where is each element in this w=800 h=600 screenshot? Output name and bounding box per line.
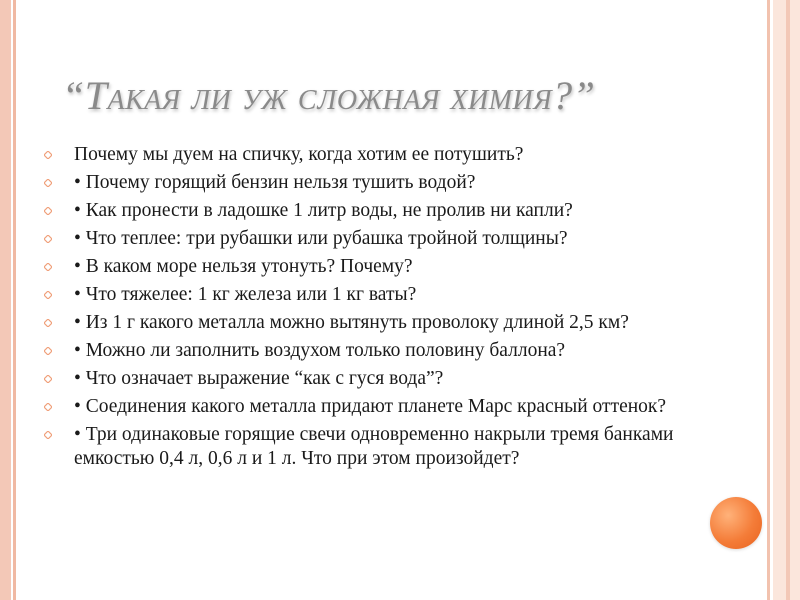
question-list — [44, 143, 694, 475]
right-border-line — [767, 0, 770, 600]
question-text: • Что теплее: три рубашки или рубашка тройной толщины? — [74, 228, 568, 249]
diamond-bullet-icon — [44, 431, 52, 439]
left-border-line — [13, 0, 16, 600]
diamond-bullet-icon — [44, 235, 52, 243]
question-text: • Из 1 г какого металла можно вытянуть проволоку длиной 2,5 км? — [74, 312, 629, 333]
question-item — [44, 339, 694, 363]
question-item — [44, 367, 694, 391]
diamond-bullet-icon — [44, 319, 52, 327]
question-text: • Что означает выражение “как с гуся вода”? — [74, 368, 444, 389]
question-text: • Можно ли заполнить воздухом только половину баллона? — [74, 340, 566, 361]
diamond-bullet-icon — [44, 263, 52, 271]
left-border-strip — [0, 0, 11, 600]
diamond-bullet-icon — [44, 403, 52, 411]
question-item — [44, 423, 694, 471]
orange-circle-decoration — [710, 497, 762, 549]
question-text: • Почему горящий бензин нельзя тушить водой? — [74, 172, 476, 193]
diamond-bullet-icon — [44, 207, 52, 215]
question-item — [44, 395, 694, 419]
slide-title: “Такая ли уж сложная химия?” — [62, 73, 596, 118]
question-item — [44, 255, 694, 279]
question-text: Почему мы дуем на спичку, когда хотим ее потушить? — [74, 144, 524, 165]
diamond-bullet-icon — [44, 179, 52, 187]
question-item — [44, 143, 694, 167]
diamond-bullet-icon — [44, 375, 52, 383]
diamond-bullet-icon — [44, 347, 52, 355]
question-text: • Как пронести в ладошке 1 литр воды, не пролив ни капли? — [74, 200, 573, 221]
right-border-accent — [786, 0, 790, 600]
diamond-bullet-icon — [44, 151, 52, 159]
question-text: • В каком море нельзя утонуть? Почему? — [74, 256, 413, 277]
question-item — [44, 283, 694, 307]
diamond-bullet-icon — [44, 291, 52, 299]
question-item — [44, 199, 694, 223]
question-item — [44, 171, 694, 195]
question-text: • Соединения какого металла придают планете Марс красный оттенок? — [74, 396, 667, 417]
question-text: • Что тяжелее: 1 кг железа или 1 кг ваты? — [74, 284, 417, 305]
question-text: • Три одинаковые горящие свечи одновременно накрыли тремя банками емкостью 0,4 л, 0,6 л и 1 л. Что при этом произойдет? — [74, 424, 674, 469]
question-item — [44, 227, 694, 251]
question-item — [44, 311, 694, 335]
